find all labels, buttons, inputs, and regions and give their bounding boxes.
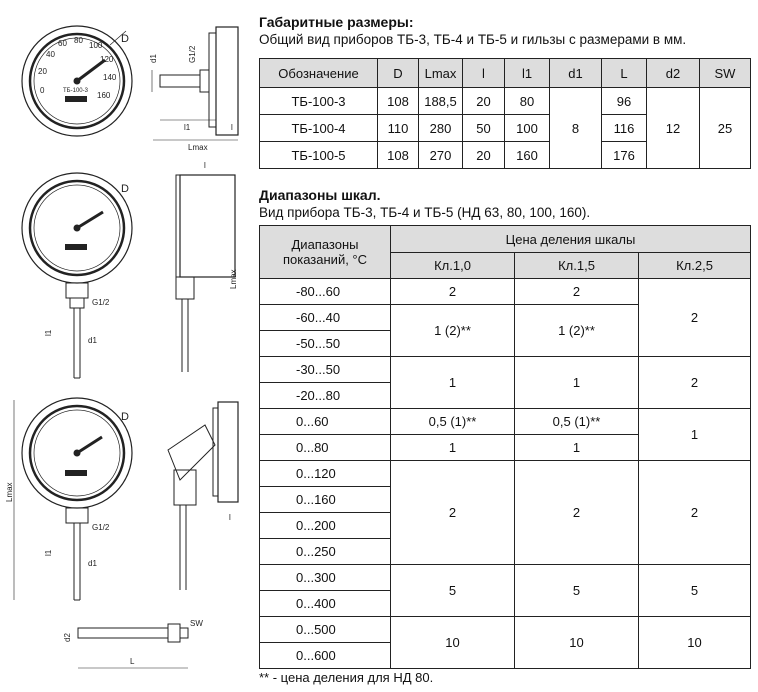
- cell-designation: ТБ-100-4: [260, 115, 378, 142]
- cell-d2: 12: [647, 88, 700, 169]
- table-row: [260, 88, 751, 115]
- table-row: [260, 461, 751, 487]
- dial-number: 60: [58, 39, 67, 48]
- cell-value: 2: [515, 461, 639, 565]
- cell-Lmax: 270: [419, 142, 463, 169]
- cell-value: 2: [639, 461, 751, 565]
- cell-D: 110: [378, 115, 419, 142]
- col-header-class: Кл.2,5: [639, 253, 751, 279]
- table-row: [260, 409, 751, 435]
- cell-range: -20...80: [260, 383, 391, 409]
- cell-range: 0...500: [260, 617, 391, 643]
- technical-drawings: [0, 0, 258, 692]
- dial-model-label: ТБ-100-3: [63, 88, 88, 94]
- col-header-class: Кл.1,5: [515, 253, 639, 279]
- cell-D: 108: [378, 142, 419, 169]
- cell-value: 0,5 (1)**: [391, 409, 515, 435]
- cell-range: 0...160: [260, 487, 391, 513]
- cell-value: 2: [391, 279, 515, 305]
- cell-range: -50...50: [260, 331, 391, 357]
- col-header-division-price: Цена деления шкалы: [391, 226, 751, 253]
- table-row: [260, 357, 751, 383]
- dim-label-D: D: [121, 183, 129, 195]
- dial-number: 40: [46, 50, 55, 59]
- gauge-side-view-1: [149, 27, 238, 152]
- cell-value: 2: [639, 279, 751, 357]
- dim-label-l: l: [204, 161, 206, 170]
- dim-label-G12: G1/2: [92, 298, 110, 307]
- cell-value: 1: [515, 435, 639, 461]
- cell-range: 0...300: [260, 565, 391, 591]
- table-header-row: [260, 59, 751, 88]
- dim-label-D: D: [121, 33, 129, 45]
- cell-value: 5: [391, 565, 515, 617]
- dim-label-l1: l1: [44, 329, 53, 336]
- cell-value: 10: [391, 617, 515, 669]
- cell-value: 1: [391, 435, 515, 461]
- cell-range: 0...80: [260, 435, 391, 461]
- col-header: Обозначение: [260, 59, 378, 88]
- dim-label-L: L: [130, 657, 135, 666]
- dim-label-D: D: [121, 411, 129, 423]
- cell-range: 0...200: [260, 513, 391, 539]
- cell-value: 0,5 (1)**: [515, 409, 639, 435]
- cell-range: 0...600: [260, 643, 391, 669]
- cell-value: 2: [639, 357, 751, 409]
- col-header: Lmax: [419, 59, 463, 88]
- dim-label-d1: d1: [88, 559, 97, 568]
- cell-Lmax: 188,5: [419, 88, 463, 115]
- gauge-side-view-3: [168, 402, 238, 590]
- section-title-dimensions: Габаритные размеры:: [259, 14, 414, 30]
- cell-L: 176: [602, 142, 647, 169]
- dial-number: 0: [40, 86, 45, 95]
- col-header-class: Кл.1,0: [391, 253, 515, 279]
- section-subtitle-ranges: Вид прибора ТБ-3, ТБ-4 и ТБ-5 (НД 63, 80, 100, 160).: [259, 205, 591, 220]
- cell-l1: 160: [505, 142, 550, 169]
- cell-l1: 80: [505, 88, 550, 115]
- dim-label-SW: SW: [190, 619, 203, 628]
- dim-label-d2: d2: [63, 633, 72, 642]
- dial-number: 120: [100, 55, 114, 64]
- cell-designation: ТБ-100-5: [260, 142, 378, 169]
- cell-range: -60...40: [260, 305, 391, 331]
- cell-l: 20: [463, 142, 505, 169]
- col-header: l1: [505, 59, 550, 88]
- cell-L: 96: [602, 88, 647, 115]
- cell-l: 20: [463, 88, 505, 115]
- cell-designation: ТБ-100-3: [260, 88, 378, 115]
- gauge-front-view-1: [22, 26, 132, 136]
- cell-range: -30...50: [260, 357, 391, 383]
- dial-number: 140: [103, 73, 117, 82]
- cell-value: 2: [515, 279, 639, 305]
- col-header: SW: [700, 59, 751, 88]
- gauge-front-view-2: [22, 173, 132, 378]
- dim-label-G12: G1/2: [92, 523, 110, 532]
- table-header-row: [260, 226, 751, 253]
- cell-value: 10: [515, 617, 639, 669]
- dim-label-G12: G1/2: [188, 45, 197, 63]
- cell-value: 5: [515, 565, 639, 617]
- col-header: L: [602, 59, 647, 88]
- cell-range: -80...60: [260, 279, 391, 305]
- section-subtitle-dimensions: Общий вид приборов ТБ-3, ТБ-4 и ТБ-5 и гильзы с размерами в мм.: [259, 32, 687, 47]
- dim-label-d1: d1: [149, 54, 158, 63]
- cell-range: 0...60: [260, 409, 391, 435]
- dial-number: 100: [89, 41, 103, 50]
- col-header: d2: [647, 59, 700, 88]
- dim-label-Lmax: Lmax: [229, 269, 238, 289]
- table-row: [260, 617, 751, 643]
- col-header: D: [378, 59, 419, 88]
- dim-label-Lmax: Lmax: [5, 482, 14, 502]
- cell-value: 10: [639, 617, 751, 669]
- footnote: ** - цена деления для НД 80.: [259, 670, 434, 685]
- col-header: l: [463, 59, 505, 88]
- dial-number: 80: [74, 36, 83, 45]
- table-row: [260, 565, 751, 591]
- cell-range: 0...400: [260, 591, 391, 617]
- cell-range: 0...250: [260, 539, 391, 565]
- col-header: d1: [550, 59, 602, 88]
- cell-value: 1: [515, 357, 639, 409]
- cell-value: 1: [391, 357, 515, 409]
- dim-label-l: l: [229, 513, 231, 522]
- scale-ranges-table: [259, 225, 751, 669]
- cell-value: 1 (2)**: [391, 305, 515, 357]
- dial-number: 20: [38, 67, 47, 76]
- dim-label-l1: l1: [184, 123, 191, 132]
- dimensions-table: [259, 58, 751, 169]
- cell-SW: 25: [700, 88, 751, 169]
- cell-Lmax: 280: [419, 115, 463, 142]
- dim-label-Lmax: Lmax: [188, 143, 208, 152]
- gauge-side-view-2: [176, 161, 238, 372]
- section-title-ranges: Диапазоны шкал.: [259, 187, 381, 203]
- cell-value: 5: [639, 565, 751, 617]
- table-row: [260, 279, 751, 305]
- dim-label-l1: l1: [44, 549, 53, 556]
- cell-D: 108: [378, 88, 419, 115]
- cell-value: 2: [391, 461, 515, 565]
- cell-l: 50: [463, 115, 505, 142]
- dim-label-l: l: [231, 123, 233, 132]
- dim-label-d1: d1: [88, 336, 97, 345]
- cell-range: 0...120: [260, 461, 391, 487]
- cell-L: 116: [602, 115, 647, 142]
- cell-value: 1: [639, 409, 751, 461]
- gauge-front-view-3: [5, 398, 132, 600]
- dial-number: 160: [97, 91, 111, 100]
- cell-d1: 8: [550, 88, 602, 169]
- col-header-ranges: Диапазоны показаний, °С: [260, 226, 391, 279]
- thermowell-drawing: [63, 619, 203, 668]
- cell-l1: 100: [505, 115, 550, 142]
- cell-value: 1 (2)**: [515, 305, 639, 357]
